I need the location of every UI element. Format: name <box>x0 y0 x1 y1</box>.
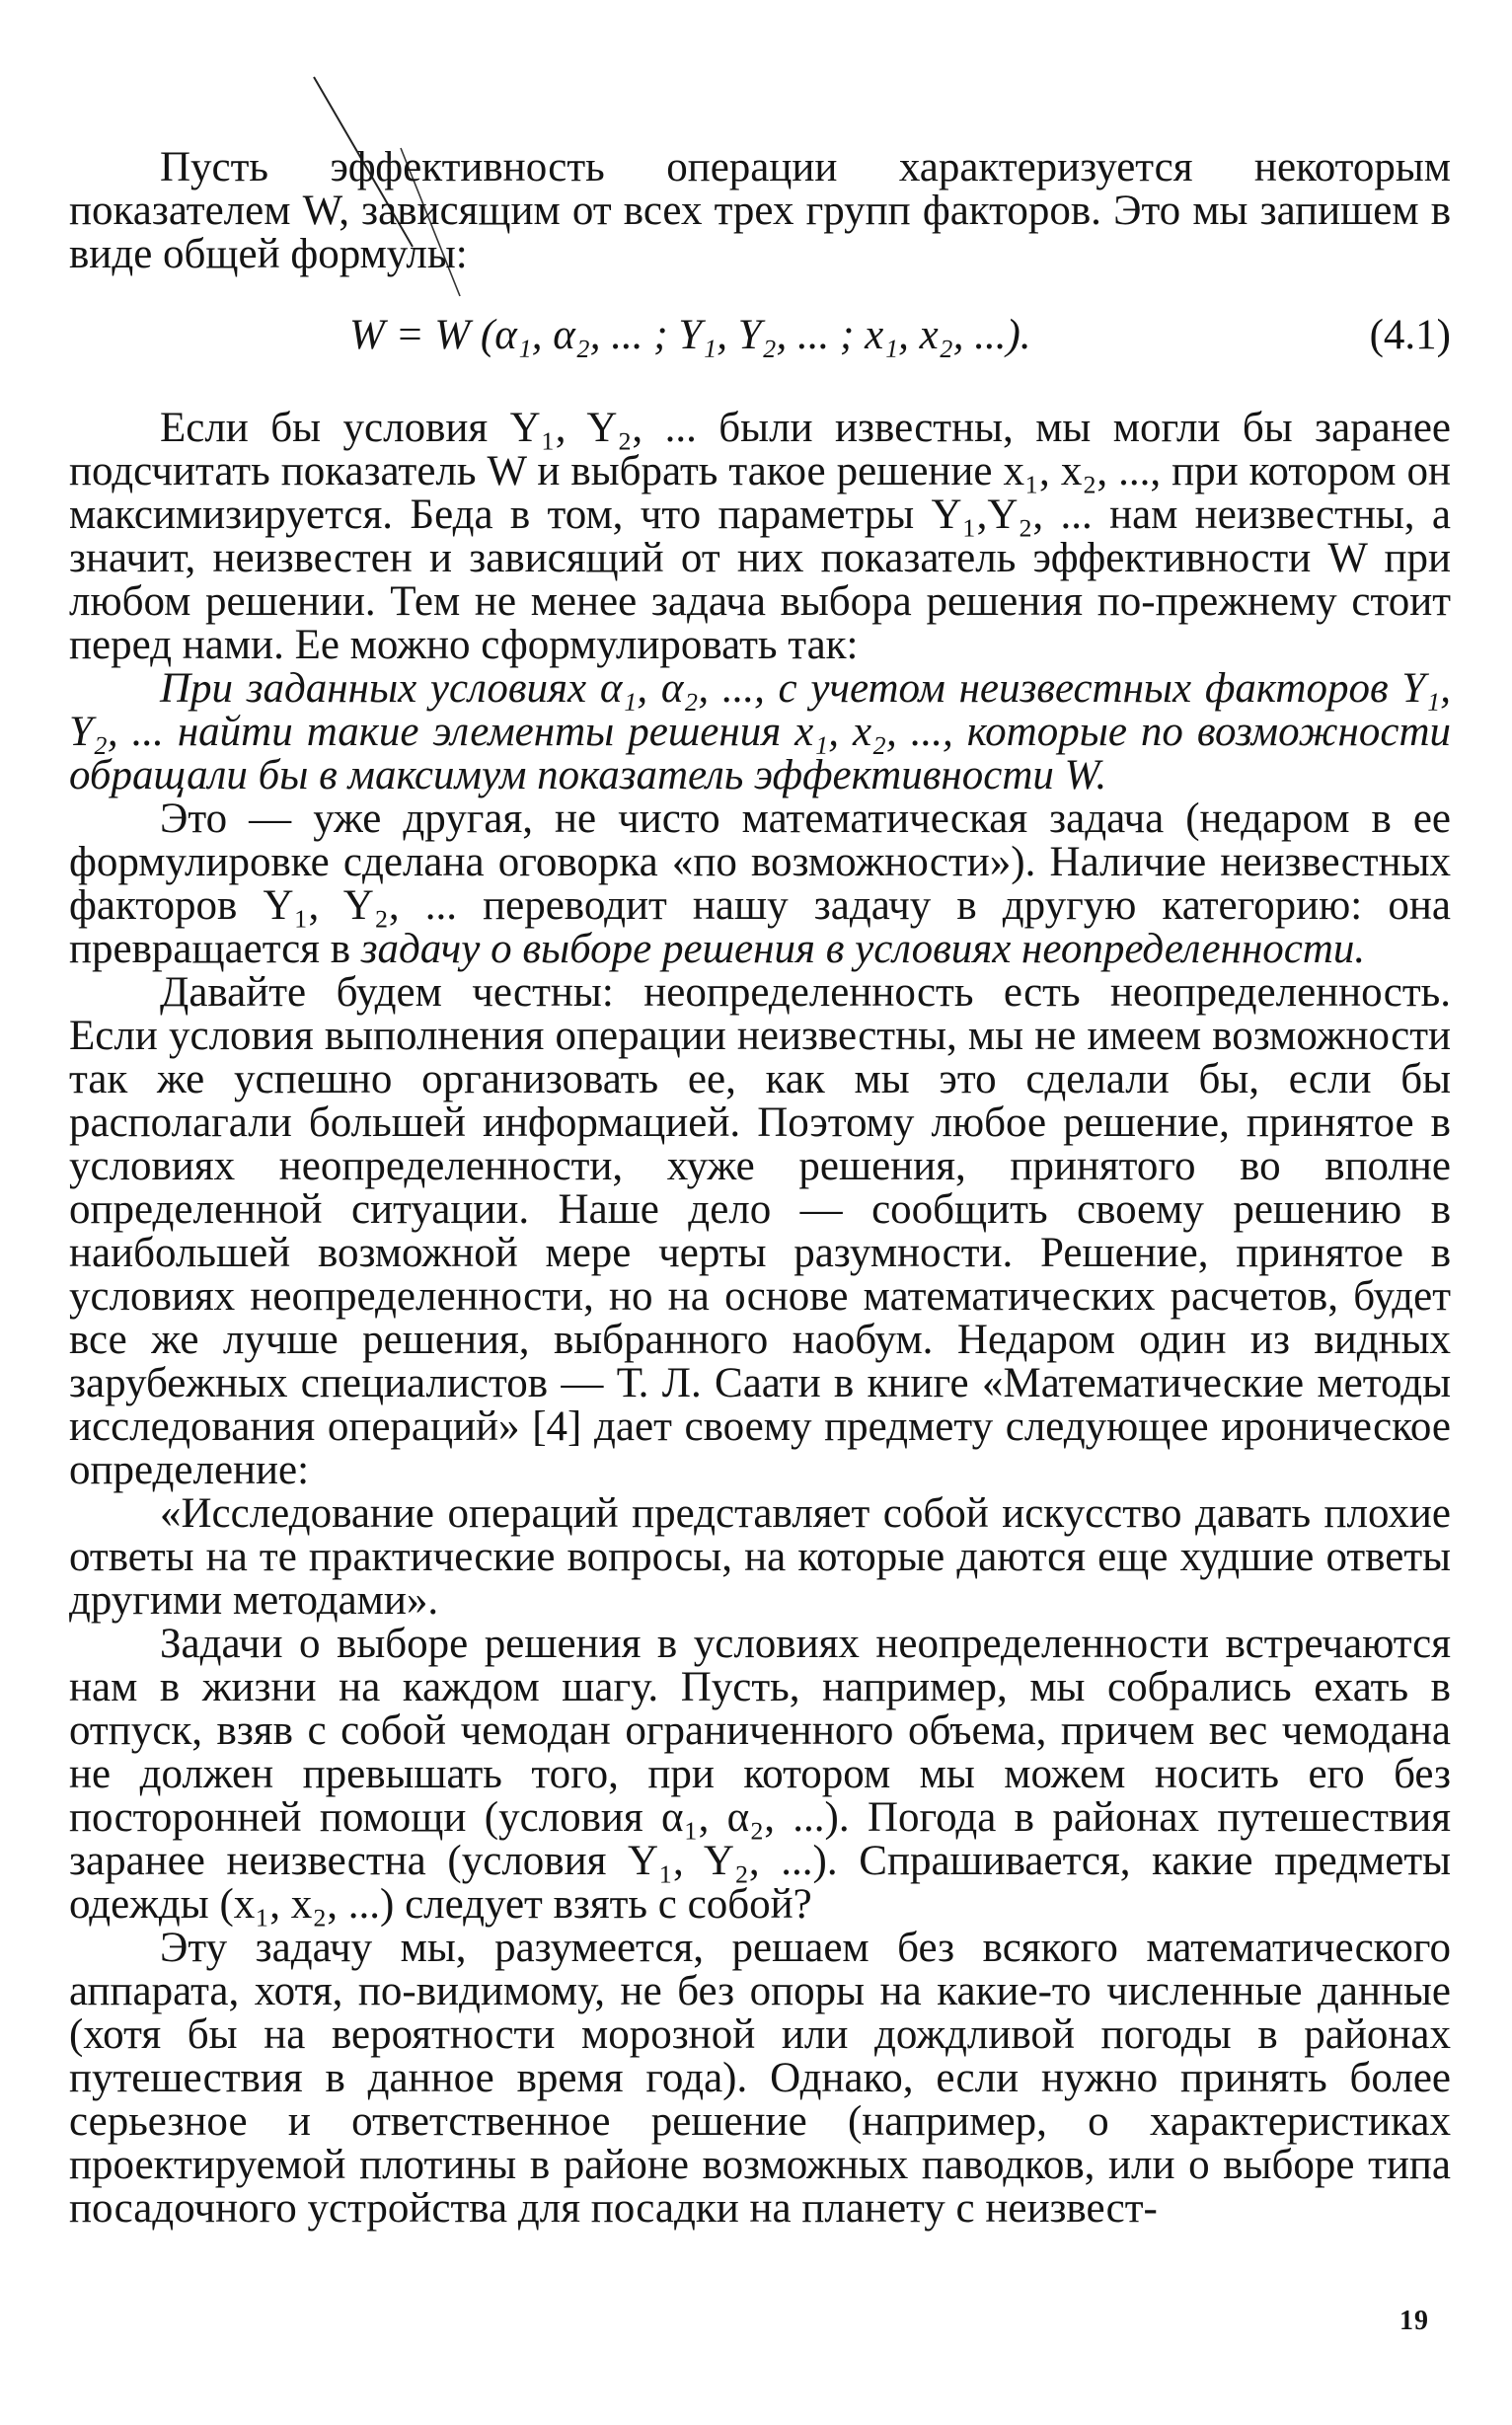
page-body <box>69 146 1451 2231</box>
formula-4-1 <box>69 304 1451 377</box>
formula-expression: W = W (α₁, α₂, ... ; Y₁, Y₂, ... ; x₁, x₂, ...). <box>349 312 1031 358</box>
paragraph-2: Если бы условия Y₁, Y₂, ... были известны, мы могли бы заранее подсчитать показатель W и выбрать такое решение x₁, x₂, ..., при котором он максимизируется. Беда в том, что параметры Y₁,Y₂, ... нам неизвестны, а значит, неизвестен и зависящий от них показатель эффективности W при любом решении. Тем не менее задача выбора решения по-прежнему стоит перед нами. Ее можно сформулировать так: <box>69 405 1451 668</box>
page-number: 19 <box>1399 2306 1429 2336</box>
paragraph-4-italic: задачу о выборе решения в условиях неопределенности. <box>360 926 1366 972</box>
paragraph-4 <box>69 797 1451 971</box>
formula-number: (4.1) <box>1369 312 1451 358</box>
paragraph-7: Задачи о выборе решения в условиях неопределенности встречаются нам в жизни на каждом шагу. Пусть, например, мы собрались ехать в отпуск, взяв с собой чемодан ограниченного объема, причем вес чемодана не должен превышать того, при котором мы можем носить его без посторонней помощи (условия α₁, α₂, ...). Погода в районах путешествия заранее неизвестна (условия Y₁, Y₂, ...). Спрашивается, какие предметы одежды (x₁, x₂, ...) следует взять с собой? <box>69 1621 1451 1928</box>
paragraph-5: Давайте будем честны: неопределенность есть неопределенность. Если условия выполнения операции неизвестны, мы не имеем возможности так же успешно организовать ее, как мы это сделали бы, если бы располагали большей информацией. Поэтому любое решение, принятое в условиях неопределенности, хуже решения, принятого во вполне определенной ситуации. Наше дело — сообщить своему решению в наибольшей возможной мере черты разумности. Решение, принятое в условиях неопределенности, но на основе математических расчетов, будет все же лучше решения, выбранного наобум. Недаром один из видных зарубежных специалистов — Т. Л. Саати в книге «Математические методы исследования операций» [4] дает своему предмету следующее ироническое определение: <box>69 969 1451 1493</box>
paragraph-4-text: Это — уже другая, не чисто математическая задача (недаром в ее формулировке сделана оговорка «по возможности»). Наличие неизвестных факторов Y₁, Y₂, ... переводит нашу задачу в другую категорию: она превращается в <box>69 796 1451 972</box>
paragraph-6-quote: «Исследование операций представляет собой искусство давать плохие ответы на те практические вопросы, на которые даются еще худшие ответы другими методами». <box>69 1490 1451 1624</box>
paragraph-3-italic: При заданных условиях α₁, α₂, ..., с учетом неизвестных факторов Y₁, Y₂, ... найти такие элементы решения x₁, x₂, ..., которые по возможности обращали бы в максимум показатель эффективности W. <box>69 665 1451 798</box>
paragraph-1: Пусть эффективность операции характеризуется некоторым показателем W, зависящим от всех трех групп факторов. Это мы запишем в виде общей формулы: <box>69 144 1451 277</box>
paragraph-8: Эту задачу мы, разумеется, решаем без всякого математического аппарата, хотя, по-видимому, не без опоры на какие-то численные данные (хотя бы на вероятности морозной или дождливой погоды в районах путешествия в данное время года). Однако, если нужно принять более серьезное и ответственное решение (например, о характеристиках проектируемой плотины в районе возможных паводков, или о выборе типа посадочного устройства для посадки на планету с неизвест- <box>69 1925 1451 2232</box>
